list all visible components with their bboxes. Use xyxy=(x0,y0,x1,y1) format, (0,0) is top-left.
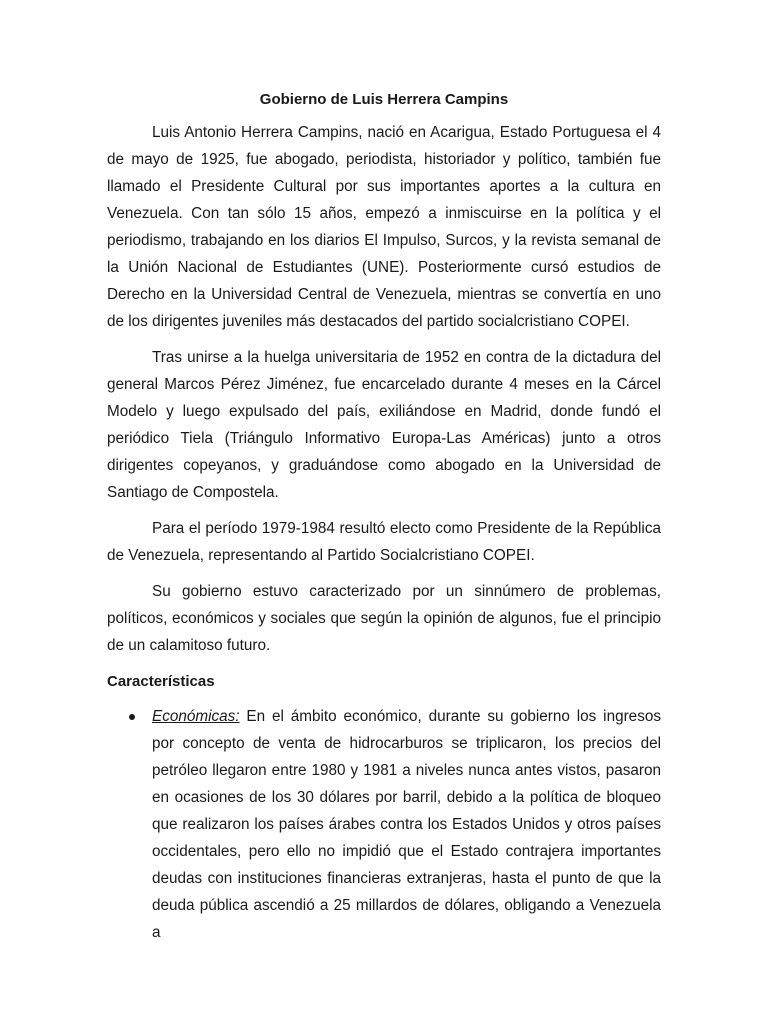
bullet-list xyxy=(107,703,661,946)
paragraph: Tras unirse a la huelga universitaria de 1952 en contra de la dictadura del general Marcos Pérez Jiménez, fue encarcelado durante 4 meses en la Cárcel Modelo y luego expulsado del país, exiliándose en Madrid, donde fundó el periódico Tiela (Triángulo Informativo Europa-Las Américas) junto a otros dirigentes copeyanos, y graduándose como abogado en la Universidad de Santiago de Compostela. xyxy=(107,349,661,501)
document-title: Gobierno de Luis Herrera Campins xyxy=(259,91,509,108)
bullet-text: En el ámbito económico, durante su gobierno los ingresos por concepto de venta de hidrocarburos se triplicaron, los precios del petróleo llegaron entre 1980 y 1981 a niveles nunca antes vistos, pasaron en ocasiones de los 30 dólares por barril, debido a la política de bloqueo que realizaron los países árabes contra los Estados Unidos y otros países occidentales, pero ello no impidió que el Estado contrajera importantes deudas con instituciones financieras extranjeras, hasta el punto de que la deuda pública ascendió a 25 millardos de dólares, obligando a Venezuela a xyxy=(152,708,661,941)
document-body xyxy=(107,89,661,946)
list-item xyxy=(107,703,661,946)
section-heading: Características xyxy=(107,673,215,690)
paragraph: Para el período 1979-1984 resultó electo como Presidente de la República de Venezuela, representando al Partido Socialcristiano COPEI. xyxy=(107,520,661,564)
paragraph: Luis Antonio Herrera Campins, nació en Acarigua, Estado Portuguesa el 4 de mayo de 1925, fue abogado, periodista, historiador y político, también fue llamado el Presidente Cultural por sus importantes aportes a la cultura en Venezuela. Con tan sólo 15 años, empezó a inmiscuirse en la política y el periodismo, trabajando en los diarios El Impulso, Surcos, y la revista semanal de la Unión Nacional de Estudiantes (UNE). Posteriormente cursó estudios de Derecho en la Universidad Central de Venezuela, mientras se convertía en uno de los dirigentes juveniles más destacados del partido socialcristiano COPEI. xyxy=(107,124,661,330)
bullet-term: Económicas: xyxy=(152,708,240,725)
bullet-icon xyxy=(129,714,135,720)
paragraph: Su gobierno estuvo caracterizado por un sinnúmero de problemas, políticos, económicos y sociales que según la opinión de algunos, fue el principio de un calamitoso futuro. xyxy=(107,583,661,654)
